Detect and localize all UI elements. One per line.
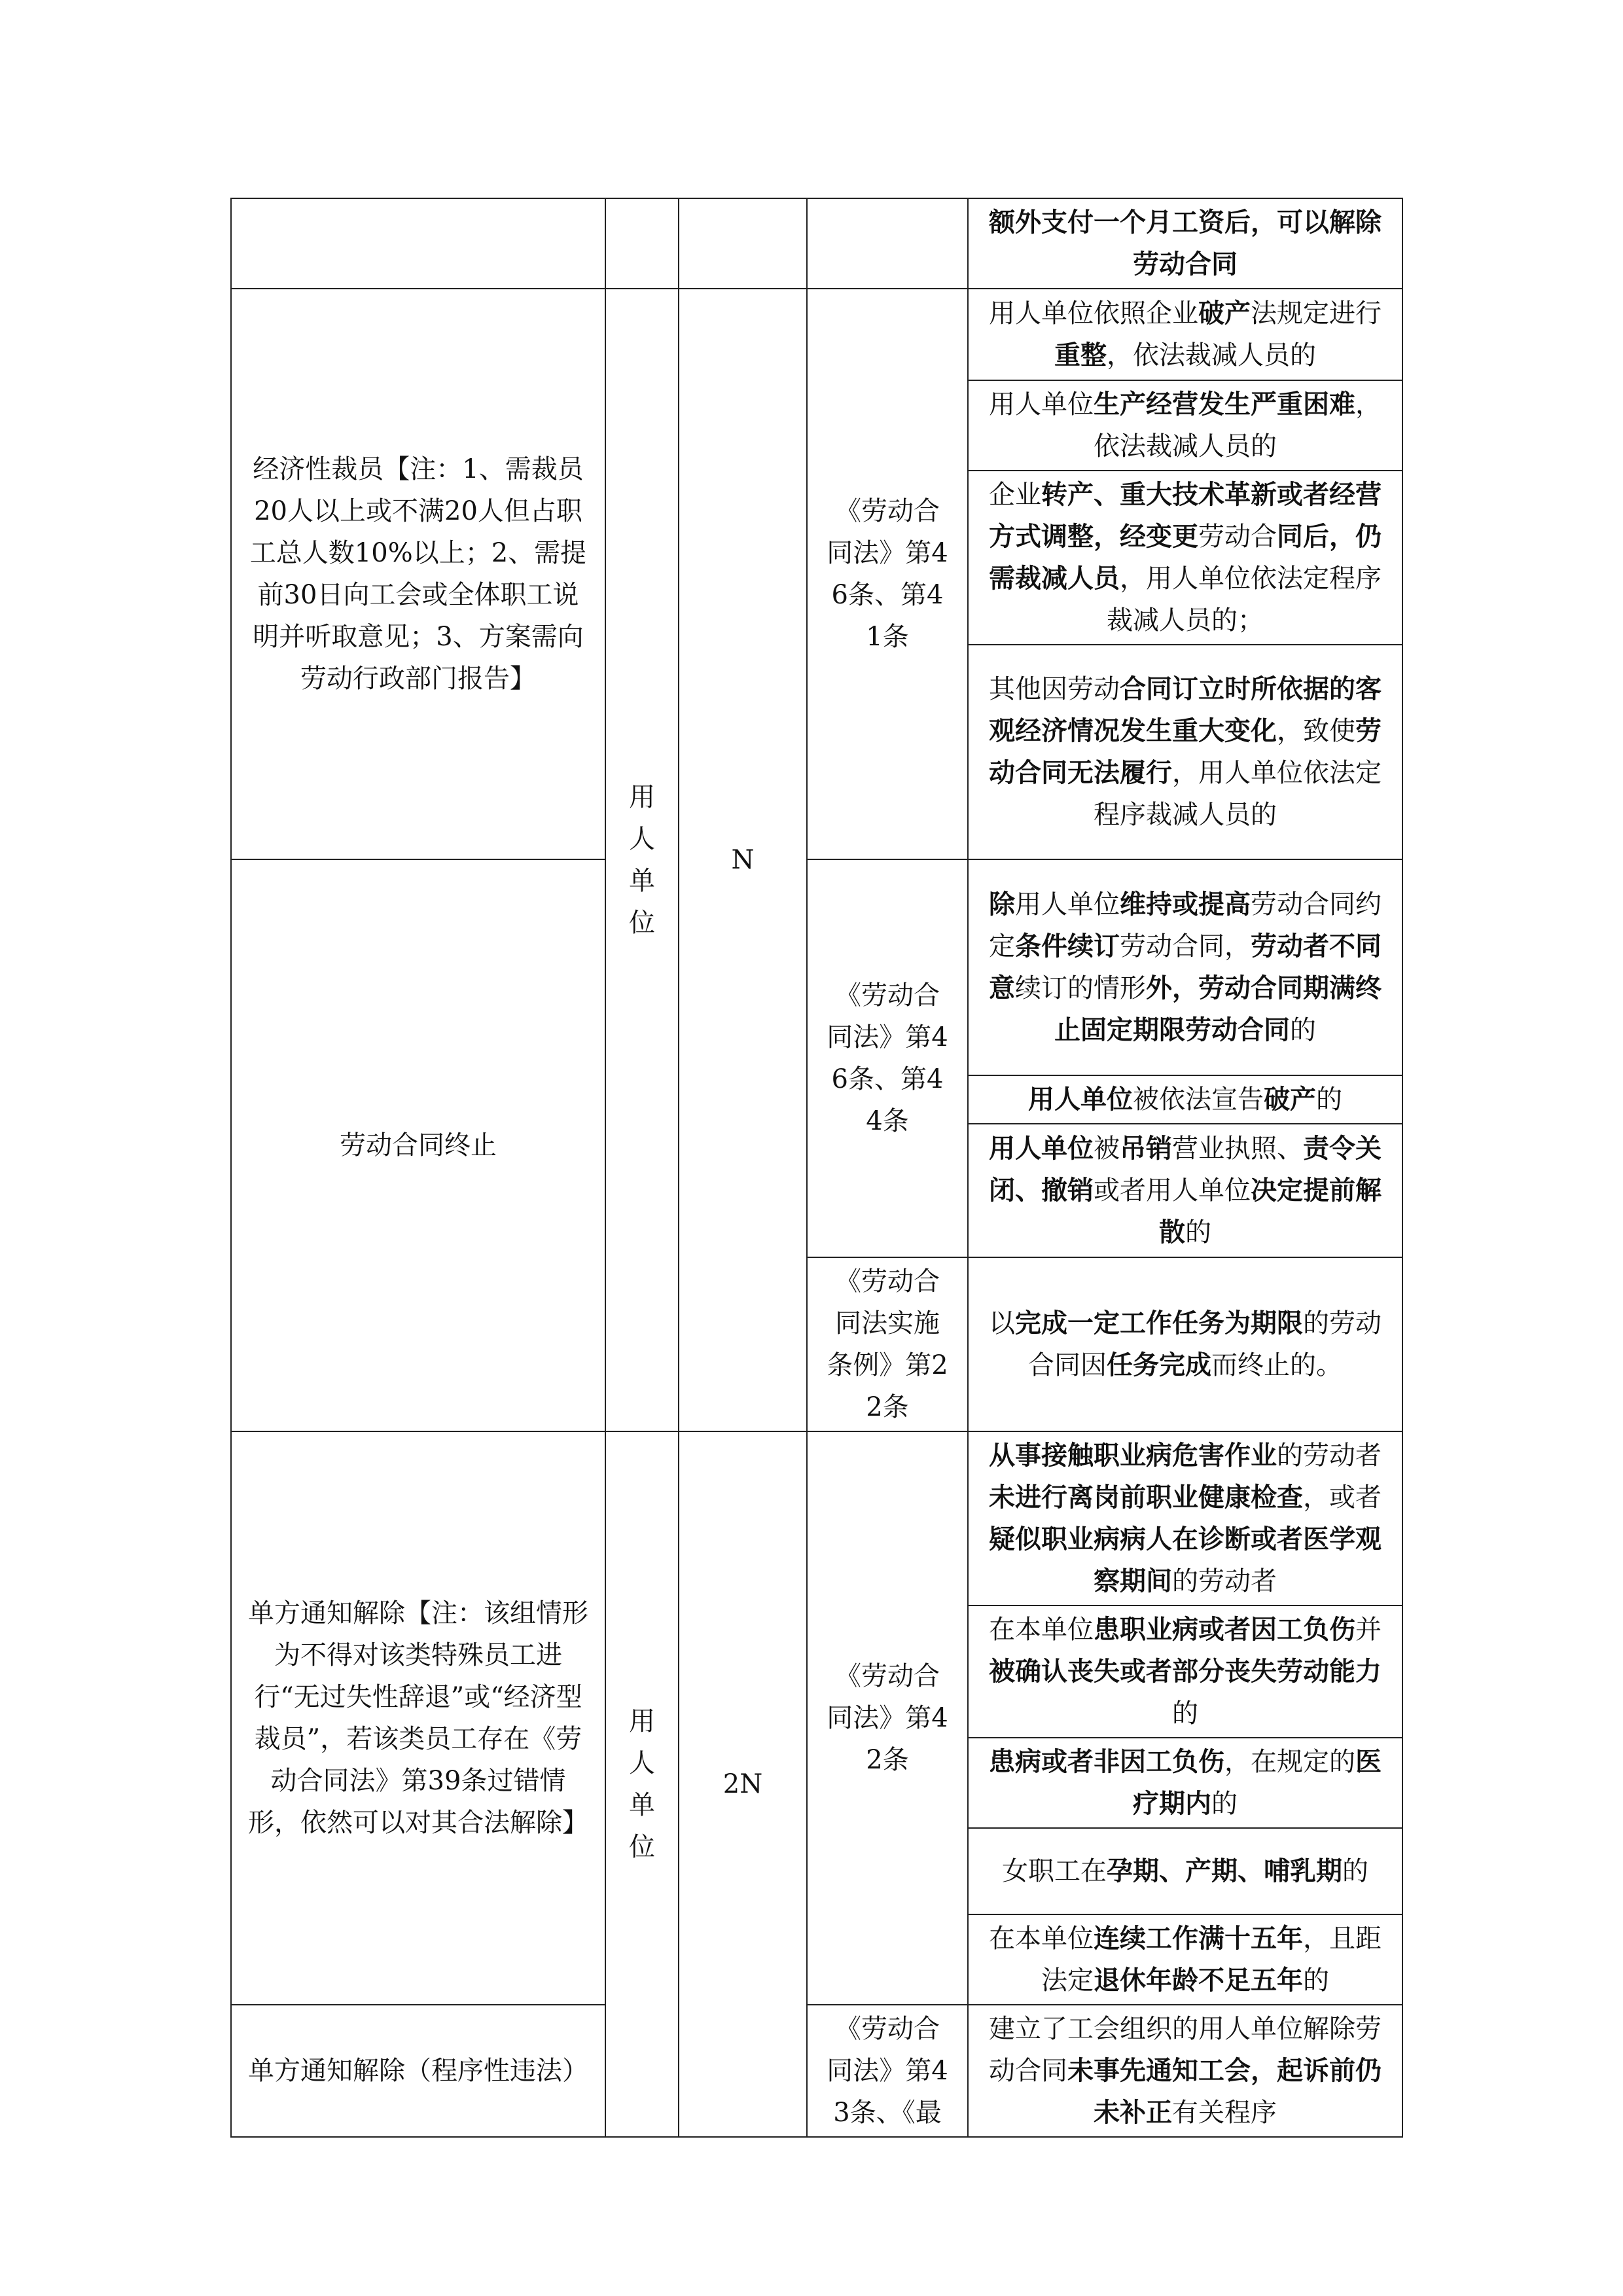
condition-cell (968, 645, 1402, 859)
emphasis-text: 外，劳动合同期满终止固定期限劳动合同 (1054, 973, 1382, 1045)
table-row (231, 198, 1402, 289)
emphasis-text: 吊销 (1120, 1133, 1172, 1164)
condition-cell (968, 289, 1402, 380)
emphasis-text: 同后，仍需裁减人员 (989, 521, 1382, 594)
party-cell: 用人单位 (605, 1431, 679, 2137)
text-run: ，且距法定 (1041, 1924, 1382, 1996)
condition-cell (968, 859, 1402, 1075)
emphasis-text: 劳动合同无法履行 (989, 715, 1382, 788)
emphasis-text: 生产经营发生严重困难 (1094, 389, 1355, 420)
emphasis-text: 劳动者不同意 (989, 931, 1382, 1003)
condition-cell (968, 1124, 1402, 1257)
condition-cell (968, 1257, 1402, 1431)
table-row (231, 2005, 1402, 2137)
condition-cell (968, 471, 1402, 645)
law-cell: 《劳动合同法》第42条 (807, 1431, 968, 2005)
condition-cell (968, 198, 1402, 289)
table-row (231, 1431, 1402, 1605)
text-run: 的劳动合同因 (1028, 1308, 1382, 1380)
table-row (231, 289, 1402, 380)
text-run: 有关程序 (1172, 2098, 1277, 2128)
condition-cell (968, 1828, 1402, 1914)
text-run: 劳动合 (1198, 522, 1277, 552)
text-run: 续订的情形 (1015, 973, 1146, 1003)
text-run: 被依法宣告 (1133, 1085, 1264, 1115)
text-run: 被 (1094, 1134, 1120, 1164)
text-run: ，或者 (1303, 1482, 1382, 1513)
law-cell: 《劳动合同法》第46条、第41条 (807, 289, 968, 859)
text-run: 法规定进行 (1251, 298, 1382, 329)
emphasis-text: 被确认丧失或者部分丧失劳动能力 (989, 1656, 1382, 1687)
emphasis-text: 维持或提高 (1120, 889, 1251, 920)
emphasis-text: 医疗期内 (1133, 1746, 1382, 1819)
law-cell: 《劳动合同法实施条例》第22条 (807, 1257, 968, 1431)
law-cell: 《劳动合同法》第43条、《最 (807, 2005, 968, 2137)
text-run: 用人单位 (989, 389, 1094, 420)
text-run: 的劳动者 (1277, 1441, 1382, 1471)
condition-cell (968, 1075, 1402, 1124)
table-row (231, 859, 1402, 1075)
condition-cell (968, 1605, 1402, 1738)
text-run: 【注：该组情形为不得对该类特殊员工进行“无过失性辞退”或“经济型裁员”，若该类员工存在《劳动合同法》第39条过错情形，依然可以对其合法解除】 (248, 1598, 588, 1838)
emphasis-text: 疑似职业病病人在诊断或者医学观察期间 (989, 1524, 1382, 1596)
text-run: 经济性裁员 (253, 454, 384, 484)
emphasis-text: 患职业病或者因工负伤 (1094, 1614, 1355, 1645)
text-run: ，用人单位依法定程序裁减人员的 (1094, 758, 1382, 830)
emphasis-text: 任务完成 (1107, 1350, 1211, 1380)
text-run: ，用人单位依法定程序裁减人员的； (1107, 564, 1382, 636)
emphasis-text: 责令关闭、撤销 (989, 1133, 1382, 1206)
text-run: 的 (1290, 1015, 1316, 1045)
emphasis-text: 用人单位 (989, 1133, 1094, 1164)
text-run: 在本单位 (989, 1924, 1094, 1954)
condition-cell (968, 1431, 1402, 1605)
compensation-cell (679, 198, 807, 289)
text-run: 用人单位 (1015, 889, 1120, 920)
text-run: ，依法裁减人员的 (1094, 389, 1382, 461)
text-run: 劳动合同， (1120, 931, 1251, 961)
condition-cell (968, 380, 1402, 471)
emphasis-text: 完成一定工作任务为期限 (1015, 1308, 1303, 1338)
text-run: 【注：1、需裁员20人以上或不满20人但占职工总人数10%以上；2、需提前30日向工会或全体职工说明并听取意见；3、方案需向劳动行政部门报告】 (249, 454, 587, 694)
text-run: 建立了工会组织的用人单位解除劳动合同 (989, 2014, 1382, 2086)
condition-cell (968, 2005, 1402, 2137)
emphasis-text: 患病或者非因工负伤 (989, 1746, 1224, 1777)
text-run: ，依法裁减人员的 (1107, 340, 1316, 370)
text-run: 营业执照、 (1172, 1134, 1303, 1164)
emphasis-text: 未进行离岗前职业健康检查 (989, 1482, 1303, 1513)
compensation-cell: 2N (679, 1431, 807, 2137)
text-run: 其他因劳动 (989, 674, 1120, 704)
emphasis-text: 合同订立时所依据的客观经济情况发生重大变化 (989, 673, 1382, 746)
emphasis-text: 从事接触职业病危害作业 (989, 1440, 1277, 1471)
text-run: 的 (1211, 1789, 1238, 1819)
law-cell (807, 198, 968, 289)
text-run: 的 (1303, 1965, 1329, 1996)
text-run: 的劳动者 (1172, 1566, 1277, 1596)
emphasis-text: 条件续订 (1015, 931, 1120, 961)
compensation-cell: N (679, 289, 807, 1431)
text-run: 以 (989, 1308, 1015, 1338)
text-run: ，致使 (1277, 716, 1355, 746)
emphasis-text: 未事先通知工会，起诉前仍未补正 (1067, 2055, 1382, 2128)
text-run: 在本单位 (989, 1615, 1094, 1645)
emphasis-text: 除 (989, 889, 1015, 920)
law-cell: 《劳动合同法》第46条、第44条 (807, 859, 968, 1257)
termination-table (230, 198, 1403, 2138)
text-run: 女职工在 (1002, 1856, 1107, 1886)
category-cell-economic-layoff (231, 289, 605, 859)
emphasis-text: 决定提前解散 (1159, 1175, 1382, 1247)
emphasis-text: 退休年龄不足五年 (1094, 1965, 1303, 1996)
emphasis-text: 破产 (1198, 298, 1251, 329)
text-run: ，在规定的 (1224, 1747, 1355, 1777)
text-run: 企业 (989, 480, 1041, 510)
category-cell-procedural-violation: 单方通知解除（程序性违法） (231, 2005, 605, 2137)
text-run: 或者用人单位 (1094, 1175, 1251, 1206)
emphasis-text: 用人单位 (1028, 1084, 1133, 1115)
emphasis-text: 额外支付一个月工资后，可以解除劳动合同 (989, 207, 1382, 279)
condition-cell (968, 1738, 1402, 1828)
party-cell (605, 198, 679, 289)
text-run: 并 (1355, 1615, 1382, 1645)
emphasis-text: 重整 (1054, 340, 1107, 370)
text-run: 的 (1185, 1217, 1211, 1247)
emphasis-text: 转产、重大技术革新或者经营方式调整，经变更 (989, 479, 1382, 552)
category-cell-special-employees (231, 1431, 605, 2005)
emphasis-text: 孕期、产期、哺乳期 (1107, 1856, 1342, 1886)
text-run: 单方通知解除 (248, 1598, 405, 1628)
category-cell (231, 198, 605, 289)
party-cell: 用人单位 (605, 289, 679, 1431)
text-run: 的 (1316, 1085, 1342, 1115)
condition-cell (968, 1914, 1402, 2005)
emphasis-text: 连续工作满十五年 (1094, 1923, 1303, 1954)
text-run: 而终止的。 (1211, 1350, 1342, 1380)
text-run: 劳动合同约定 (989, 889, 1382, 961)
category-cell-contract-termination: 劳动合同终止 (231, 859, 605, 1431)
text-run: 的 (1342, 1856, 1368, 1886)
text-run: 的 (1172, 1698, 1198, 1729)
emphasis-text: 破产 (1264, 1084, 1316, 1115)
text-run: 用人单位依照企业 (989, 298, 1198, 329)
